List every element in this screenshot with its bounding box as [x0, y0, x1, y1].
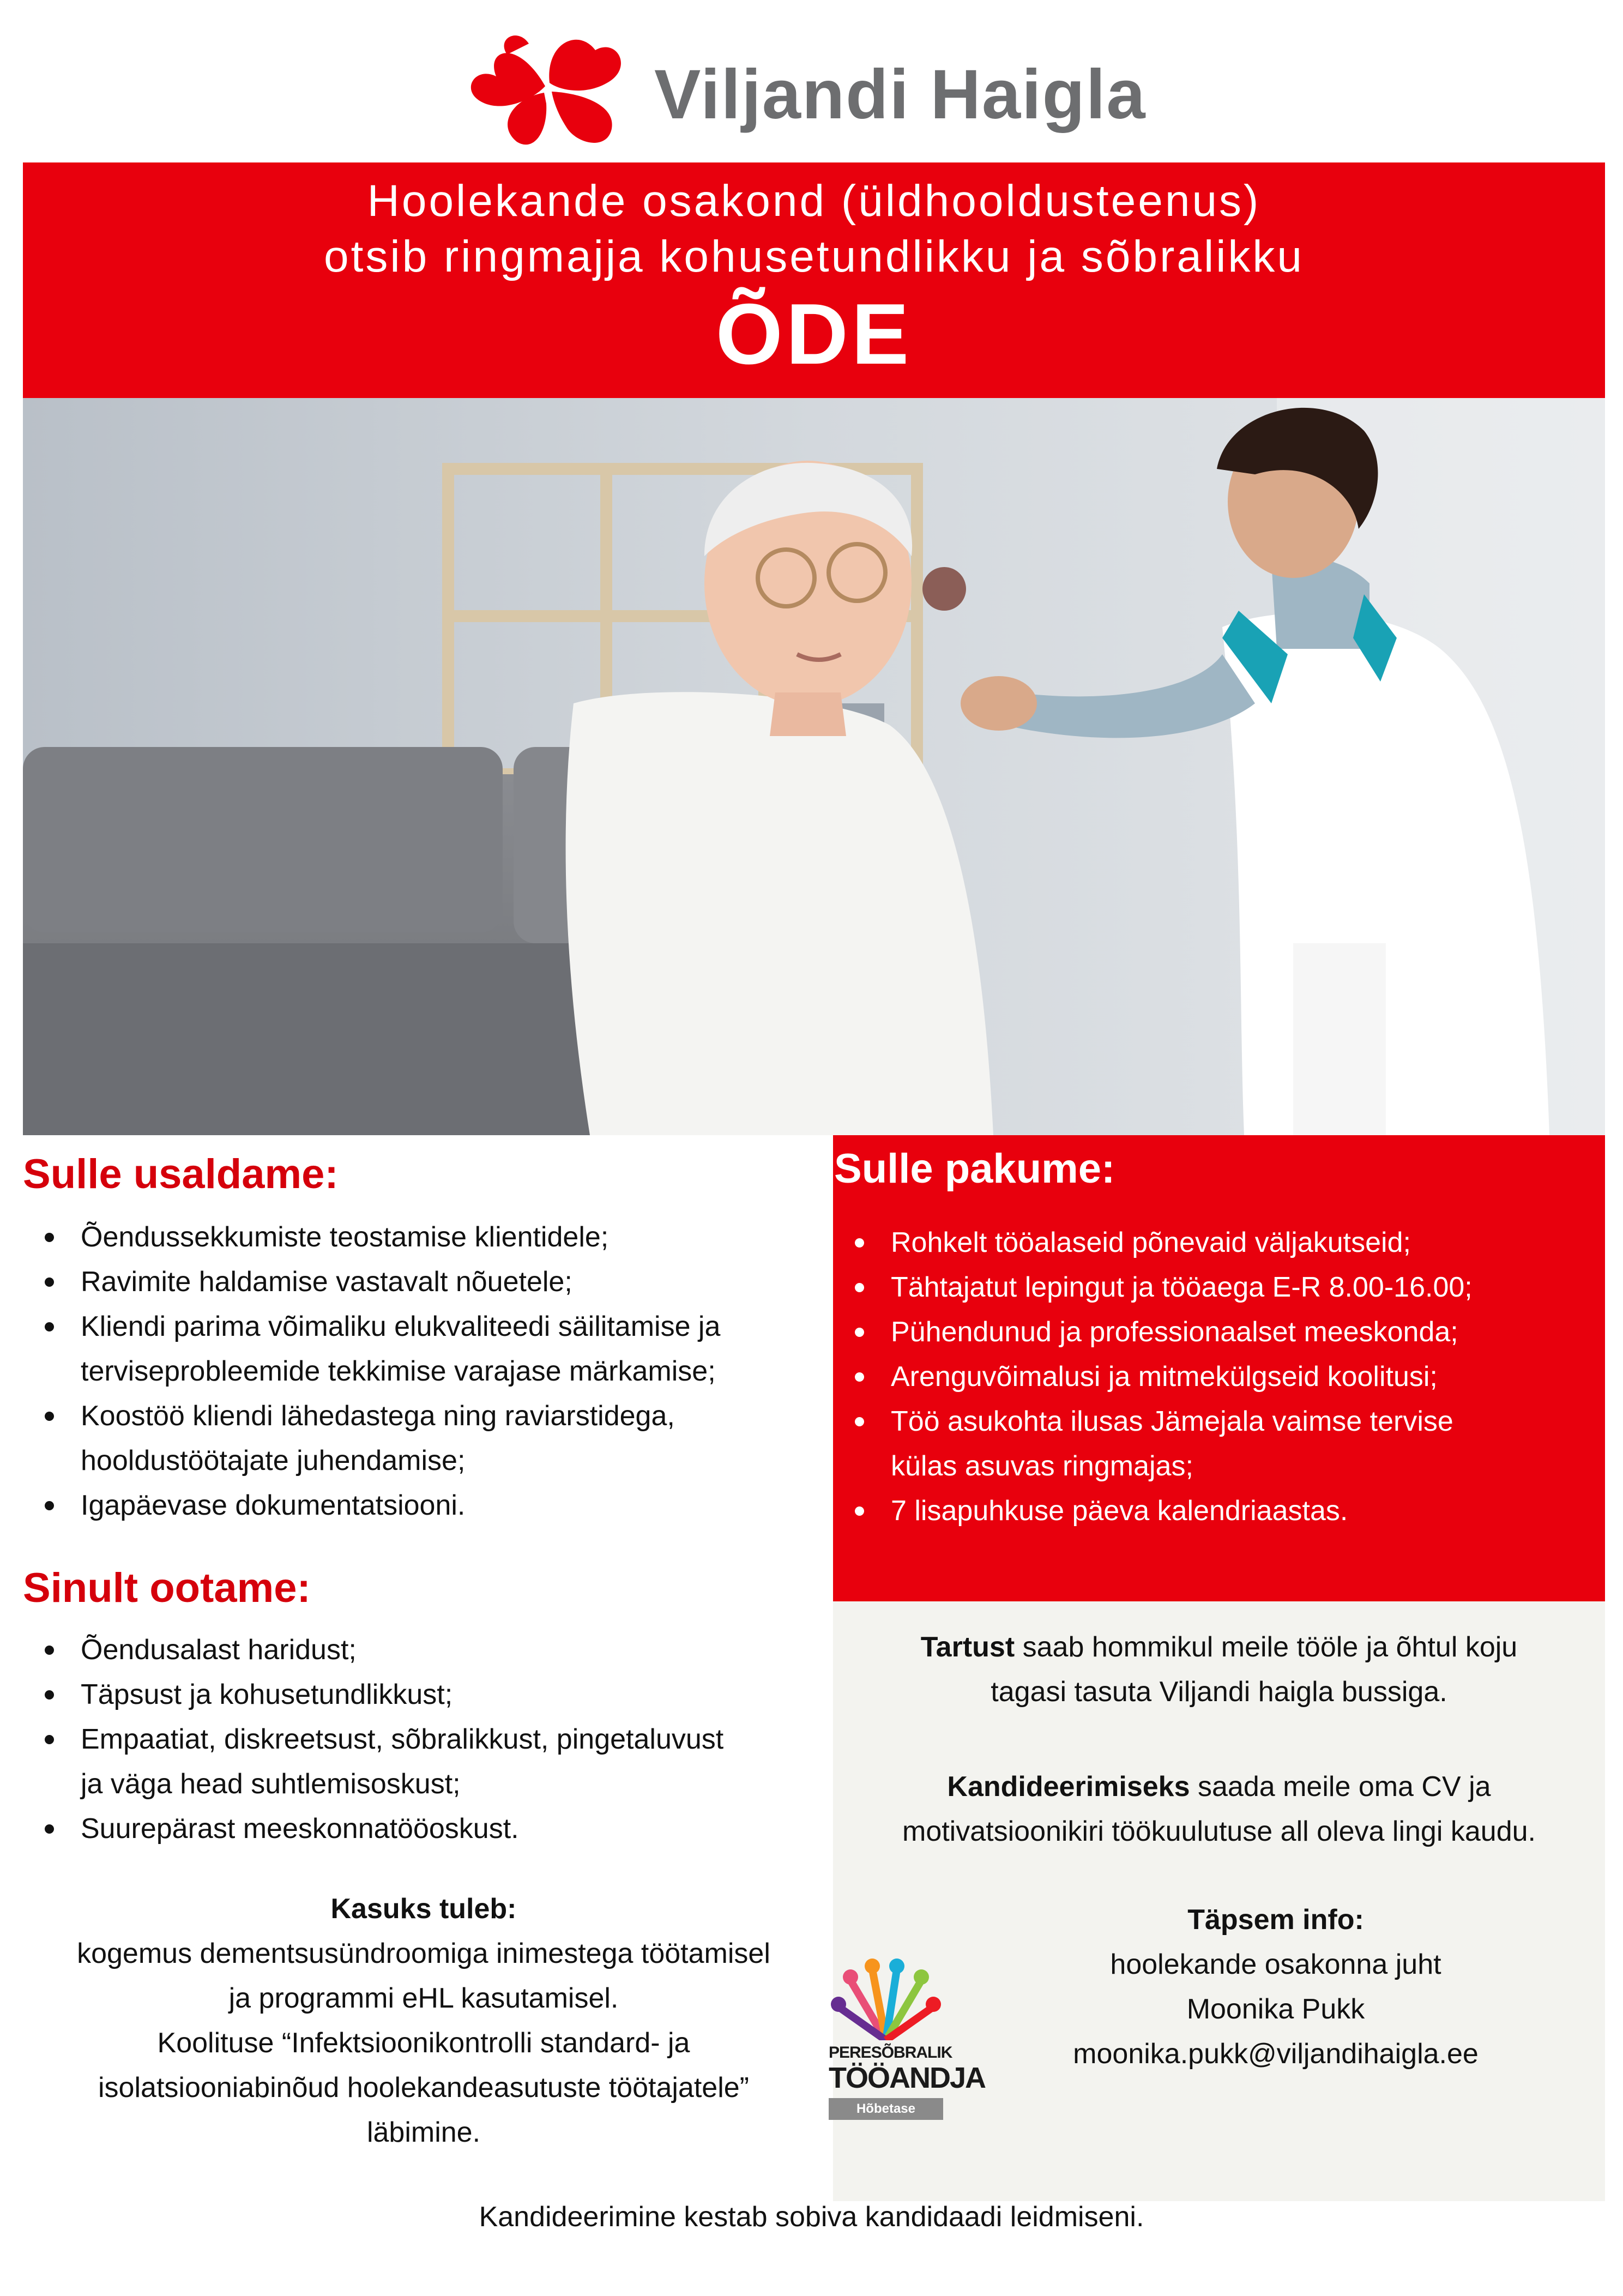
hero-photo [23, 398, 1605, 1135]
contact-block [949, 1897, 1603, 2076]
list-item [23, 1806, 723, 1851]
list-item-line: Õendussekkumiste teostamise klientidele; [81, 1221, 609, 1253]
header-banner [23, 162, 1605, 398]
flower-logo-icon [452, 22, 638, 153]
offer-title: Sulle pakume: [834, 1146, 1115, 1192]
apply-text: motivatsioonikiri töökuulutuse all oleva lingi kaudu. [902, 1816, 1536, 1847]
job-title: ÕDE [715, 286, 913, 382]
apply-text: saada meile oma CV ja [1190, 1771, 1491, 1803]
list-item-line: Täpsust ja kohusetundlikkust; [81, 1679, 453, 1710]
contact-role: hoolekande osakonna juht [1110, 1949, 1441, 1980]
apply-bold: Kandideerimiseks [947, 1771, 1190, 1803]
list-item [23, 1260, 720, 1304]
trust-list [23, 1215, 720, 1528]
list-item-line: Kliendi parima võimaliku elukvaliteedi säilitamise ja [81, 1311, 721, 1342]
bonus-line: ja programmi eHL kasutamisel. [228, 1982, 619, 2014]
transport-text: tagasi tasuta Viljandi haigla bussiga. [991, 1676, 1447, 1708]
list-item [23, 1483, 720, 1528]
list-item-line: 7 lisapuhkuse päeva kalendriaastas. [891, 1495, 1348, 1527]
list-item-line: Pühendunud ja professionaalset meeskonda; [891, 1316, 1458, 1348]
bonus-line: kogemus dementsusündroomiga inimestega töötamisel [77, 1938, 770, 1969]
list-item-line: Koostöö kliendi lähedastega ning raviarstidega, [81, 1400, 675, 1432]
contact-email[interactable]: moonika.pukk@viljandihaigla.ee [1073, 2038, 1479, 2070]
list-item [833, 1310, 1473, 1354]
list-item-line: külas asuvas ringmajas; [891, 1450, 1193, 1482]
transport-block [833, 1625, 1605, 1714]
logo-wordmark: Viljandi Haigla [654, 56, 1147, 134]
trust-title: Sulle usaldame: [23, 1151, 339, 1197]
list-item [23, 1215, 720, 1260]
expect-title: Sinult ootame: [23, 1565, 311, 1611]
list-item [23, 1304, 720, 1394]
list-item [833, 1265, 1473, 1310]
list-item-line: Rohkelt tööalaseid põnevaid väljakutseid; [891, 1227, 1411, 1258]
list-item [833, 1489, 1473, 1533]
bonus-line: läbimine. [366, 2117, 481, 2148]
header-line-1: Hoolekande osakond (üldhooldusteenus) [367, 176, 1261, 226]
contact-title: Täpsem info: [1187, 1904, 1364, 1936]
list-item-line: Ravimite haldamise vastavalt nõuetele; [81, 1266, 572, 1298]
viljandi-haigla-logo [452, 22, 1147, 153]
list-item-line: ja väga head suhtlemisoskust; [81, 1768, 461, 1800]
list-item-line: Töö asukohta ilusas Jämejala vaimse tervise [891, 1406, 1453, 1437]
list-item [833, 1354, 1473, 1399]
bonus-block [23, 1887, 824, 2155]
header-line-2: otsib ringmajja kohusetundlikku ja sõbralikku [323, 232, 1305, 281]
bonus-line: Koolituse “Infektsioonikontrolli standard- ja [157, 2027, 690, 2059]
family-friendly-employer-badge [829, 1958, 986, 2122]
bonus-title: Kasuks tuleb: [330, 1893, 517, 1925]
apply-block [833, 1764, 1605, 1854]
family-friendly-people-icon [829, 1958, 943, 2040]
contact-name: Moonika Pukk [1186, 1993, 1365, 2025]
list-item [833, 1399, 1473, 1489]
list-item [23, 1628, 723, 1672]
offer-list [833, 1220, 1473, 1533]
list-item-line: hooldustöötajate juhendamise; [81, 1445, 466, 1477]
footer-note: Kandideerimine kestab sobiva kandidaadi leidmiseni. [479, 2201, 1144, 2233]
list-item-line: Igapäevase dokumentatsiooni. [81, 1490, 466, 1521]
list-item-line: Arenguvõimalusi ja mitmekülgseid koolitusi; [891, 1361, 1438, 1393]
list-item-line: Õendusalast haridust; [81, 1634, 357, 1666]
expect-list [23, 1628, 723, 1851]
list-item-line: Empaatiat, diskreetsust, sõbralikkust, pingetaluvust [81, 1723, 724, 1755]
transport-bold: Tartust [920, 1631, 1015, 1663]
nurse-with-elderly-man-photo [23, 398, 1605, 1135]
badge-line-1: PERESÕBRALIK [829, 2044, 952, 2062]
list-item [23, 1672, 723, 1717]
list-item [23, 1717, 723, 1806]
list-item [833, 1220, 1473, 1265]
list-item-line: Suurepärast meeskonnatööoskust. [81, 1813, 519, 1845]
list-item-line: Tähtajatut lepingut ja tööaega E-R 8.00-16.00; [891, 1271, 1473, 1303]
bonus-line: isolatsiooniabinõud hoolekandeasutuste töötajatele” [98, 2072, 749, 2104]
badge-line-2: TÖÖANDJA [829, 2062, 986, 2094]
list-item [23, 1394, 720, 1483]
list-item-line: terviseprobleemide tekkimise varajase märkamise; [81, 1355, 716, 1387]
transport-text: saab hommikul meile tööle ja õhtul koju [1015, 1631, 1518, 1663]
badge-level: Hõbetase [829, 2098, 943, 2120]
